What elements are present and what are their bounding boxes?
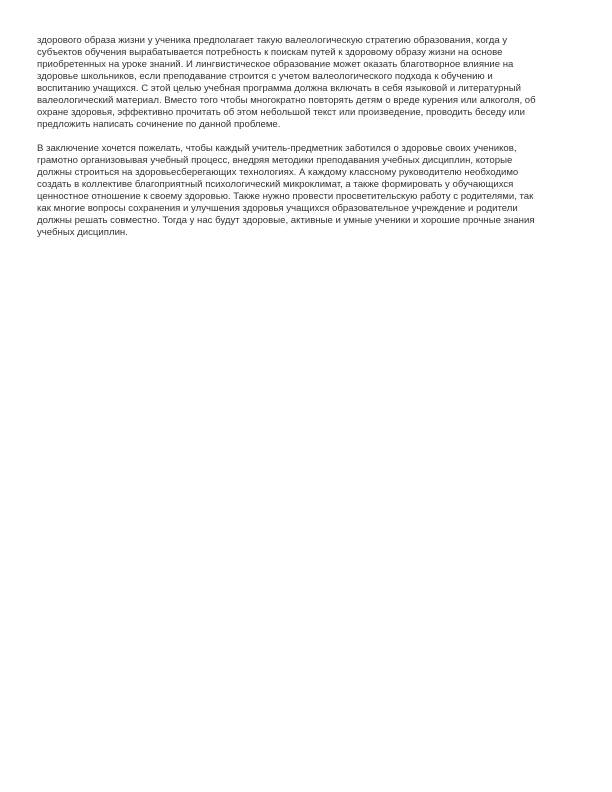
body-text [37,35,581,251]
text-line: приобретенных на уроке знаний. И лингвистическое образование может оказать благотворное влияние на [37,59,514,70]
text-line: субъектов обучения вырабатывается потребность к поискам путей к здоровому образу жизни на основе [37,47,503,58]
text-line: ценностное отношение к своему здоровью. Также нужно провести просветительскую работу с родителями, так [37,191,534,202]
text-line: здоровье школьников, если преподавание строится с учетом валеологического подхода к обучению и [37,71,493,82]
text-line: учебных дисциплин. [37,227,128,238]
paragraph-1 [37,35,581,131]
text-line: охране здоровья, эффективно прочитать об этом небольшой текст или произведение, проводить беседу или [37,107,525,118]
paragraph-2 [37,143,581,239]
text-line: как многие вопросы сохранения и улучшения здоровья учащихся образовательное учреждение и родители [37,203,518,214]
text-line: воспитанию учащихся. С этой целью учебная программа должна включать в себя языковой и литературный [37,83,521,94]
text-line: создать в коллективе благоприятный психологический микроклимат, а также формировать у обучающихся [37,179,514,190]
text-line: должны решать совместно. Тогда у нас будут здоровые, активные и умные ученики и хорошие прочные знания [37,215,535,226]
text-line: предложить написать сочинение по данной проблеме. [37,119,281,130]
text-line: должны строиться на здоровьесберегающих технологиях. А каждому классному руководителю необходимо [37,167,519,178]
text-line: В заключение хочется пожелать, чтобы каждый учитель-предметник заботился о здоровье своих учеников, [37,143,517,154]
text-line: здорового образа жизни у ученика предполагает такую валеологическую стратегию образования, когда у [37,35,508,46]
text-line: валеологический материал. Вместо того чтобы многократно повторять детям о вреде курения или алкоголя, об [37,95,536,106]
text-line: грамотно организовывая учебный процесс, внедряя методики преподавания учебных дисциплин, которые [37,155,513,166]
